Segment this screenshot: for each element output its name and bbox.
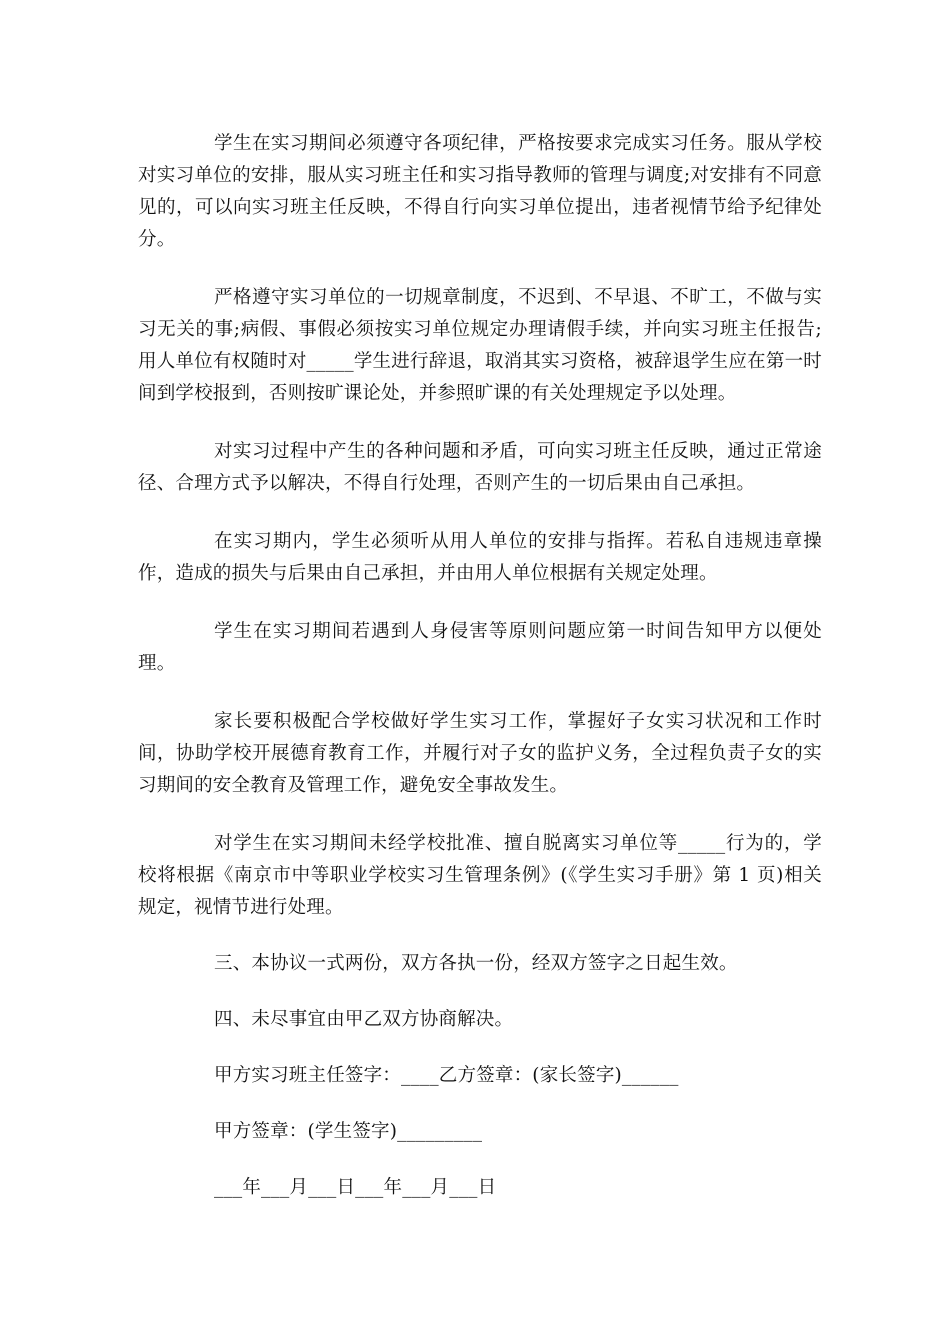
clause-four: 四、未尽事宜由甲乙双方协商解决。 (214, 1009, 514, 1030)
paragraph-obedience: 在实习期内，学生必须听从用人单位的安排与指挥。若私自违规违章操作，造成的损失与后果由自己承担，并由用人单位根据有关规定处理。 (138, 531, 822, 584)
paragraph-problems: 对实习过程中产生的各种问题和矛盾，可向实习班主任反映，通过正常途径、合理方式予以解决，不得自行处理，否则产生的一切后果由自己承担。 (138, 441, 822, 494)
paragraph-parents: 家长要积极配合学校做好学生实习工作，掌握好子女实习状况和工作时间，协助学校开展德育教育工作，并履行对子女的监护义务，全过程负责子女的实习期间的安全教育及管理工作，避免安全事故发生。 (138, 711, 822, 796)
signature-line-teacher-parent: 甲方实习班主任签字：____乙方签章：(家长签字)______ (214, 1065, 679, 1086)
paragraph-discipline: 学生在实习期间必须遵守各项纪律，严格按要求完成实习任务。服从学校对实习单位的安排，服从实习班主任和实习指导教师的管理与调度;对安排有不同意见的，可以向实习班主任反映，不得自行向实习单位提出，违者视情节给予纪律处分。 (138, 133, 822, 250)
paragraph-safety: 学生在实习期间若遇到人身侵害等原则问题应第一时间告知甲方以便处理。 (138, 621, 822, 674)
paragraph-rules: 严格遵守实习单位的一切规章制度，不迟到、不早退、不旷工，不做与实习无关的事;病假、事假必须按实习单位规定办理请假手续，并向实习班主任报告;用人单位有权随时对_____学生进行辞退，取消其实习资格，被辞退学生应在第一时间到学校报到，否则按旷课论处，并参照旷课的有关处理规定予以处理。 (138, 287, 822, 404)
signature-line-student: 甲方签章：(学生签字)_________ (214, 1121, 483, 1142)
date-line: ___年___月___日___年___月___日 (214, 1177, 497, 1198)
paragraph-leaving: 对学生在实习期间未经学校批准、擅自脱离实习单位等_____行为的，学校将根据《南京市中等职业学校实习生管理条例》(《学生实习手册》第 1 页)相关规定，视情节进行处理。 (138, 833, 822, 918)
document-page (138, 128, 822, 1204)
clause-three: 三、本协议一式两份，双方各执一份，经双方签字之日起生效。 (214, 953, 738, 974)
